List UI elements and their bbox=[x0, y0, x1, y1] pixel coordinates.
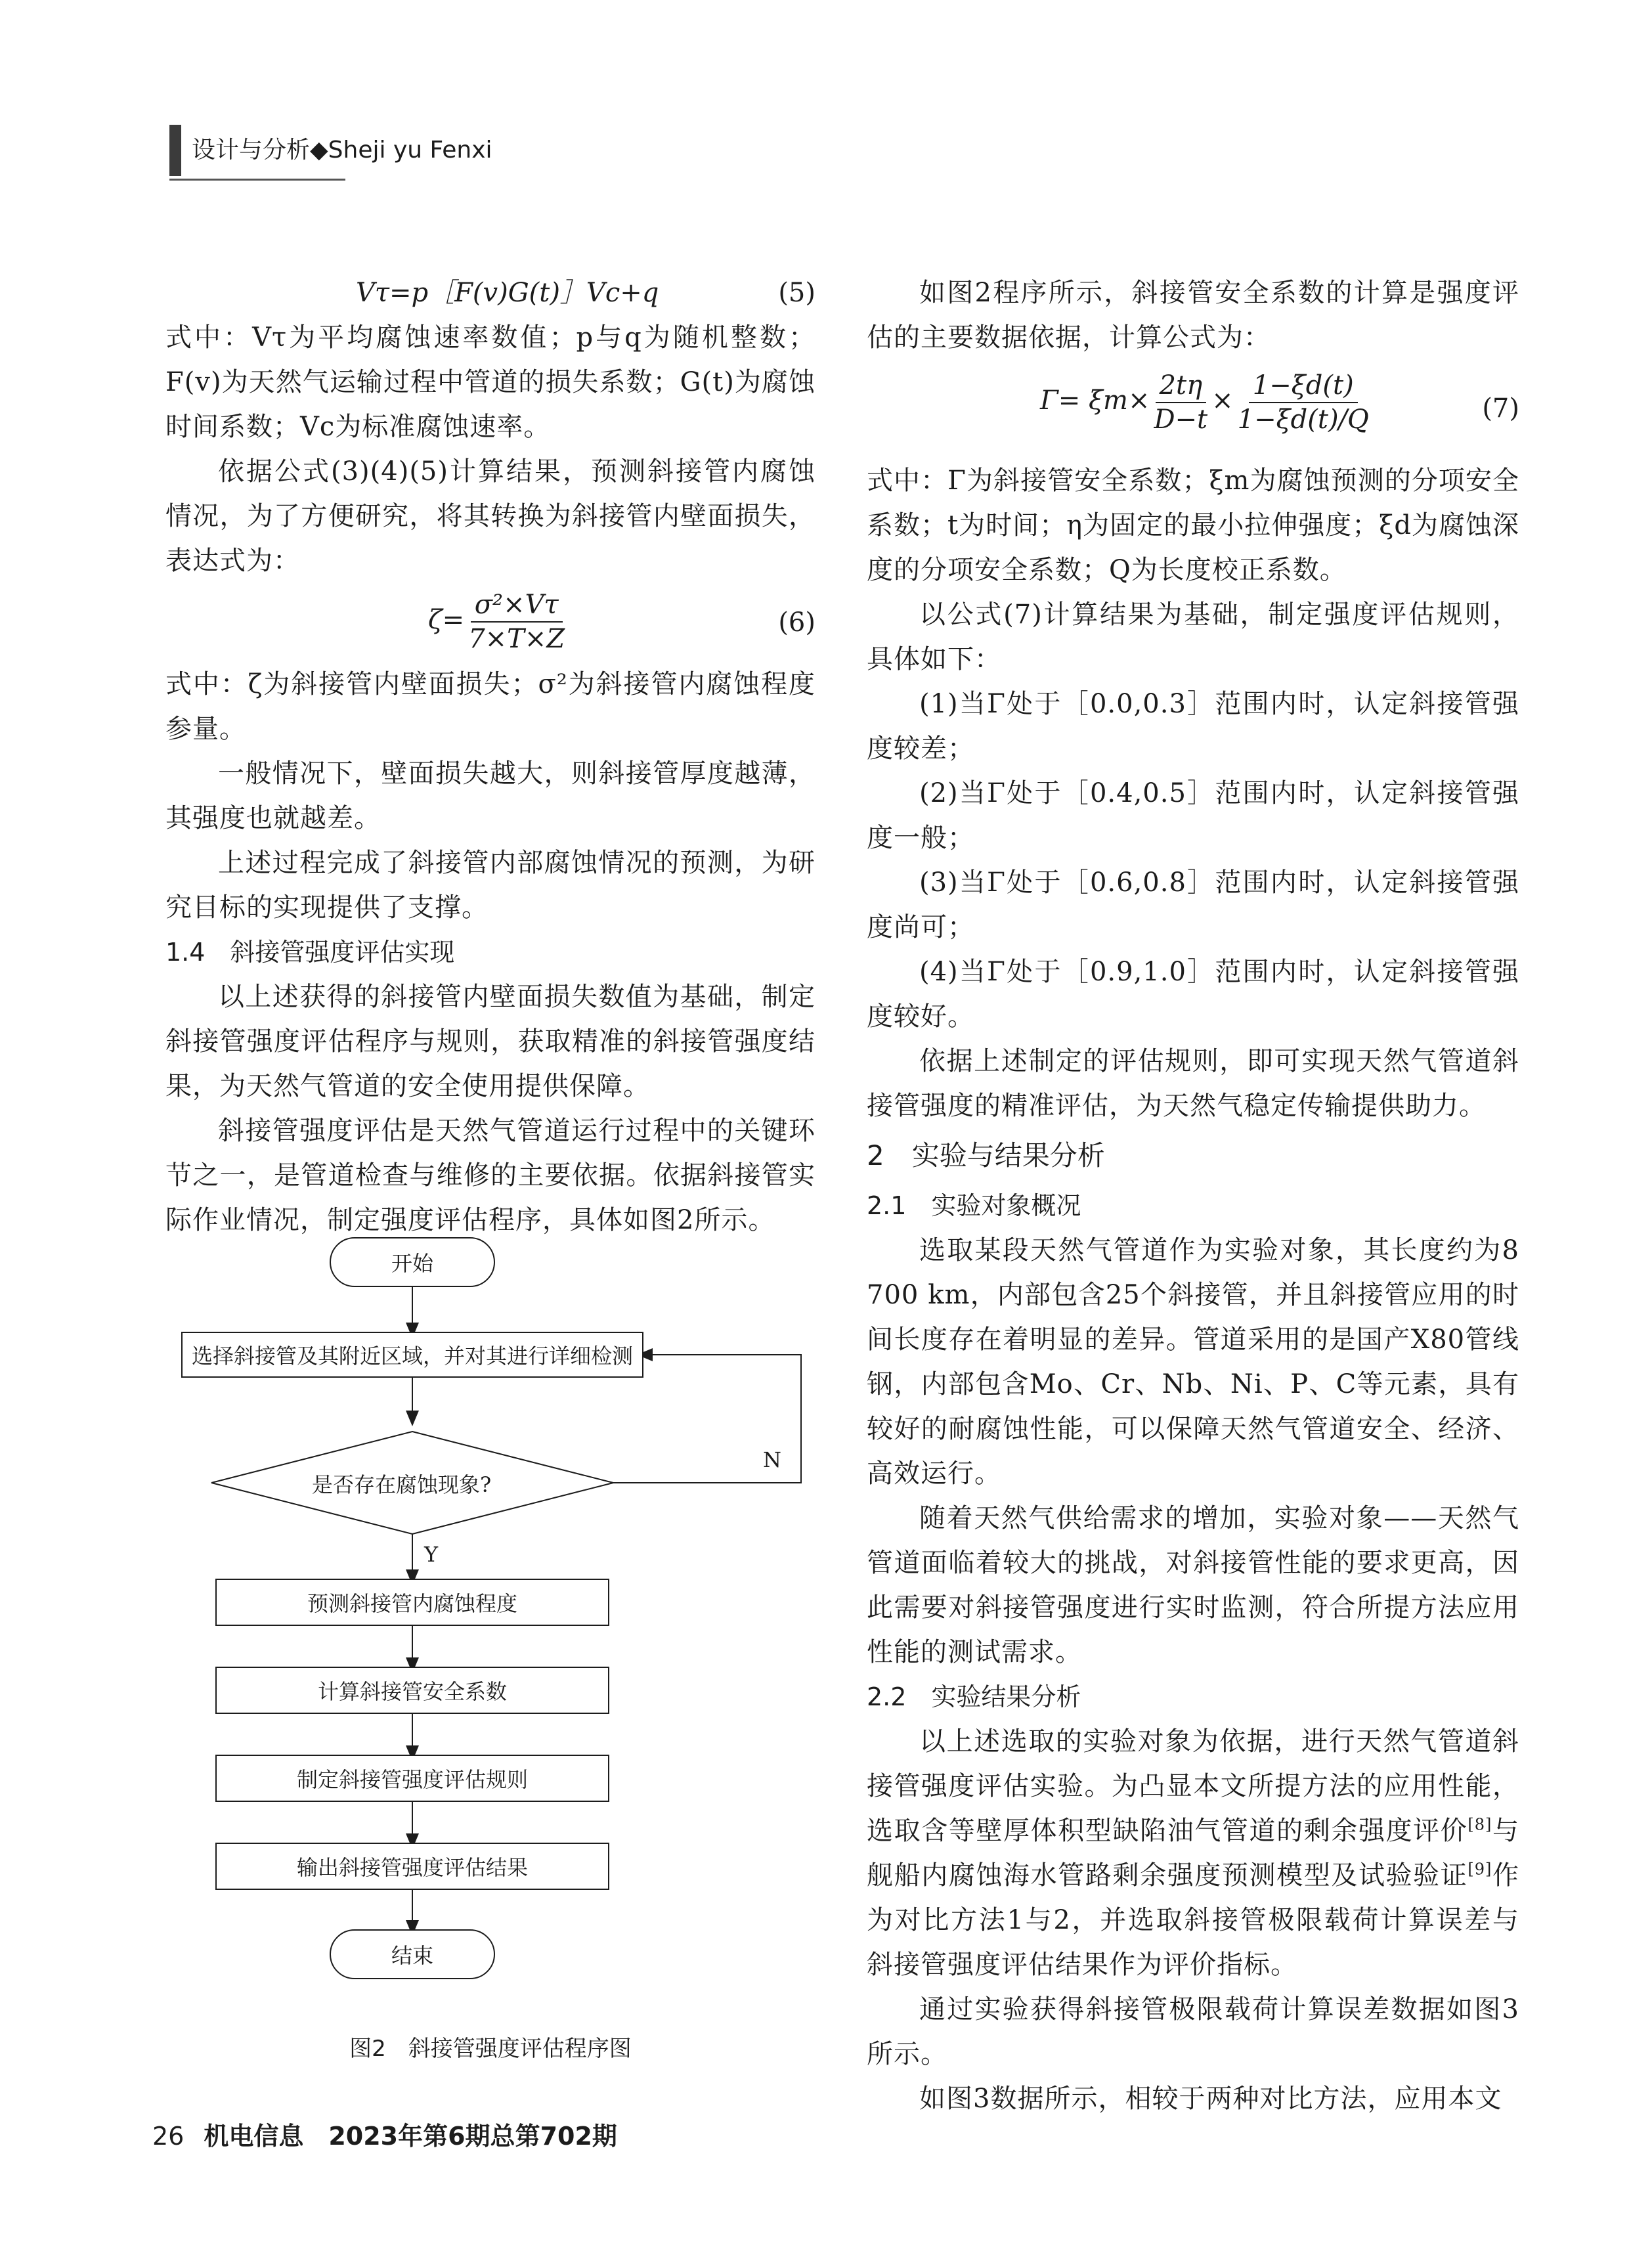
paragraph: 依据上述制定的评估规则，即可实现天然气管道斜接管强度的精准评估，为天然气稳定传输提供助力。 bbox=[867, 1046, 1519, 1121]
equation-7-lhs: Γ= ξm× bbox=[1040, 385, 1150, 416]
equation-7-number: (7) bbox=[1482, 393, 1519, 424]
text-run: 以上述选取的实验对象为依据，进行天然气管道斜接管强度评估实验。为凸显本文所提方法的应用性能，选取含等壁厚体积型缺陷油气管道的剩余强度评价 bbox=[867, 1726, 1519, 1846]
paragraph: 以公式(7)计算结果为基础，制定强度评估规则，具体如下： bbox=[867, 600, 1519, 674]
equation-7-f1-numerator: 2tη bbox=[1156, 369, 1207, 403]
paragraph: 如图3数据所示，相较于两种对比方法，应用本文 bbox=[919, 2084, 1502, 2114]
rule-item-4: (4)当Γ处于［0.9,1.0］范围内时，认定斜接管强度较好。 bbox=[867, 957, 1519, 1032]
text-run: 作为对比方法1与2，并选取斜接管极限载荷计算误差与斜接管强度评估结果作为评价指标。 bbox=[867, 1860, 1519, 1980]
flow-start: 开始 bbox=[330, 1237, 495, 1287]
citation-9[interactable]: [9] bbox=[1467, 1860, 1492, 1879]
header-text: 设计与分析◆Sheji yu Fenxi bbox=[192, 137, 492, 164]
section-heading-1-4: 1.4 斜接管强度评估实现 bbox=[165, 938, 455, 967]
equation-7-f1-denominator: D−t bbox=[1154, 405, 1208, 435]
flow-step-select: 选择斜接管及其附近区域，并对其进行详细检测 bbox=[181, 1332, 643, 1378]
equation-6-numerator: σ²×Vτ bbox=[471, 588, 563, 623]
equation-7-times: × bbox=[1211, 385, 1234, 416]
journal-info: 机电信息 2023年第6期总第702期 bbox=[204, 2122, 617, 2151]
paragraph: 式中：Γ为斜接管安全系数；ξm为腐蚀预测的分项安全系数；t为时间；η为固定的最小拉伸强度；ξd为腐蚀深度的分项安全系数；Q为长度校正系数。 bbox=[867, 466, 1519, 585]
equation-7 bbox=[867, 360, 1519, 458]
paragraph: 以上述获得的斜接管内壁面损失数值为基础，制定斜接管强度评估程序与规则，获取精准的斜接管强度结果，为天然气管道的安全使用提供保障。 bbox=[165, 982, 815, 1101]
paragraph: 式中：ζ为斜接管内壁面损失；σ²为斜接管内腐蚀程度参量。 bbox=[165, 669, 815, 744]
flow-decision-label: 是否存在腐蚀现象? bbox=[312, 1472, 492, 1497]
section-heading-2: 2 实验与结果分析 bbox=[867, 1139, 1105, 1172]
paragraph bbox=[867, 1719, 1519, 1987]
flow-yes-label: Y bbox=[424, 1542, 439, 1567]
equation-7-body bbox=[1040, 369, 1373, 436]
paragraph: 如图2程序所示，斜接管安全系数的计算是强度评估的主要数据依据，计算公式为： bbox=[867, 278, 1519, 353]
header-bar bbox=[169, 125, 181, 176]
section-heading-2-1: 2.1 实验对象概况 bbox=[867, 1191, 1081, 1220]
paragraph: 式中：Vτ为平均腐蚀速率数值；p与q为随机整数；F(v)为天然气运输过程中管道的损失系数；G(t)为腐蚀时间系数；Vc为标准腐蚀速率。 bbox=[165, 322, 815, 442]
paragraph: 随着天然气供给需求的增加，实验对象——天然气管道面临着较大的挑战，对斜接管性能的要求更高，因此需要对斜接管强度进行实时监测，符合所提方法应用性能的测试需求。 bbox=[867, 1503, 1519, 1667]
equation-7-f2-numerator: 1−ξd(t) bbox=[1249, 369, 1358, 403]
equation-6-number: (6) bbox=[778, 607, 815, 638]
paragraph: 一般情况下，壁面损失越大，则斜接管厚度越薄，其强度也就越差。 bbox=[165, 758, 815, 833]
left-column bbox=[165, 271, 815, 1242]
flow-step-rules: 制定斜接管强度评估规则 bbox=[215, 1755, 609, 1802]
flowchart bbox=[177, 1235, 827, 2009]
text-run: 与舰船内腐蚀海水管路剩余强度预测模型及试验验证 bbox=[867, 1816, 1519, 1891]
paragraph: 选取某段天然气管道作为实验对象，其长度约为8 700 km，内部包含25个斜接管，并且斜接管应用的时间长度存在着明显的差异。管道采用的是国产X80管线钢，内部包含Mo、Cr、Nb、Ni、P、C等元素，具有较好的耐腐蚀性能，可以保障天然气管道安全、经济、高效运行。 bbox=[867, 1235, 1519, 1489]
equation-7-f2-denominator: 1−ξd(t)/Q bbox=[1237, 405, 1369, 435]
flow-no-label: N bbox=[763, 1447, 781, 1472]
equation-6-fraction bbox=[464, 588, 569, 655]
citation-8[interactable]: [8] bbox=[1467, 1815, 1492, 1834]
equation-7-fraction-2 bbox=[1234, 369, 1373, 436]
equation-7-fraction-1 bbox=[1150, 369, 1211, 436]
page-number: 26 bbox=[152, 2122, 185, 2151]
flow-step-predict: 预测斜接管内腐蚀程度 bbox=[215, 1579, 609, 1626]
equation-5-body: Vτ=p［F(v)G(t)］Vc+q bbox=[356, 278, 659, 308]
paragraph: 依据公式(3)(4)(5)计算结果，预测斜接管内腐蚀情况，为了方便研究，将其转换为斜接管内壁面损失，表达式为： bbox=[165, 456, 815, 576]
paragraph: 上述过程完成了斜接管内部腐蚀情况的预测，为研究目标的实现提供了支撑。 bbox=[165, 848, 815, 923]
equation-5-number: (5) bbox=[778, 278, 815, 308]
flow-step-output: 输出斜接管强度评估结果 bbox=[215, 1843, 609, 1890]
equation-5 bbox=[165, 271, 815, 315]
equation-6-denominator: 7×T×Z bbox=[468, 624, 565, 654]
rule-item-1: (1)当Γ处于［0.0,0.3］范围内时，认定斜接管强度较差； bbox=[867, 689, 1519, 764]
equation-6-body bbox=[428, 588, 569, 655]
rule-item-2: (2)当Γ处于［0.4,0.5］范围内时，认定斜接管强度一般； bbox=[867, 778, 1519, 853]
paragraph: 通过实验获得斜接管极限载荷计算误差数据如图3所示。 bbox=[867, 1994, 1519, 2069]
equation-6 bbox=[165, 583, 815, 662]
header-underline bbox=[169, 179, 345, 181]
right-column bbox=[867, 271, 1519, 2121]
equation-6-lhs: ζ= bbox=[428, 605, 465, 635]
section-heading-2-2: 2.2 实验结果分析 bbox=[867, 1682, 1081, 1711]
paragraph: 斜接管强度评估是天然气管道运行过程中的关键环节之一，是管道检查与维修的主要依据。依据斜接管实际作业情况，制定强度评估程序，具体如图2所示。 bbox=[165, 1116, 815, 1235]
figure-caption: 图2 斜接管强度评估程序图 bbox=[349, 2036, 632, 2062]
rule-item-3: (3)当Γ处于［0.6,0.8］范围内时，认定斜接管强度尚可； bbox=[867, 867, 1519, 942]
flow-end: 结束 bbox=[330, 1929, 495, 1979]
flow-step-calc: 计算斜接管安全系数 bbox=[215, 1667, 609, 1714]
page-footer bbox=[152, 2116, 617, 2152]
